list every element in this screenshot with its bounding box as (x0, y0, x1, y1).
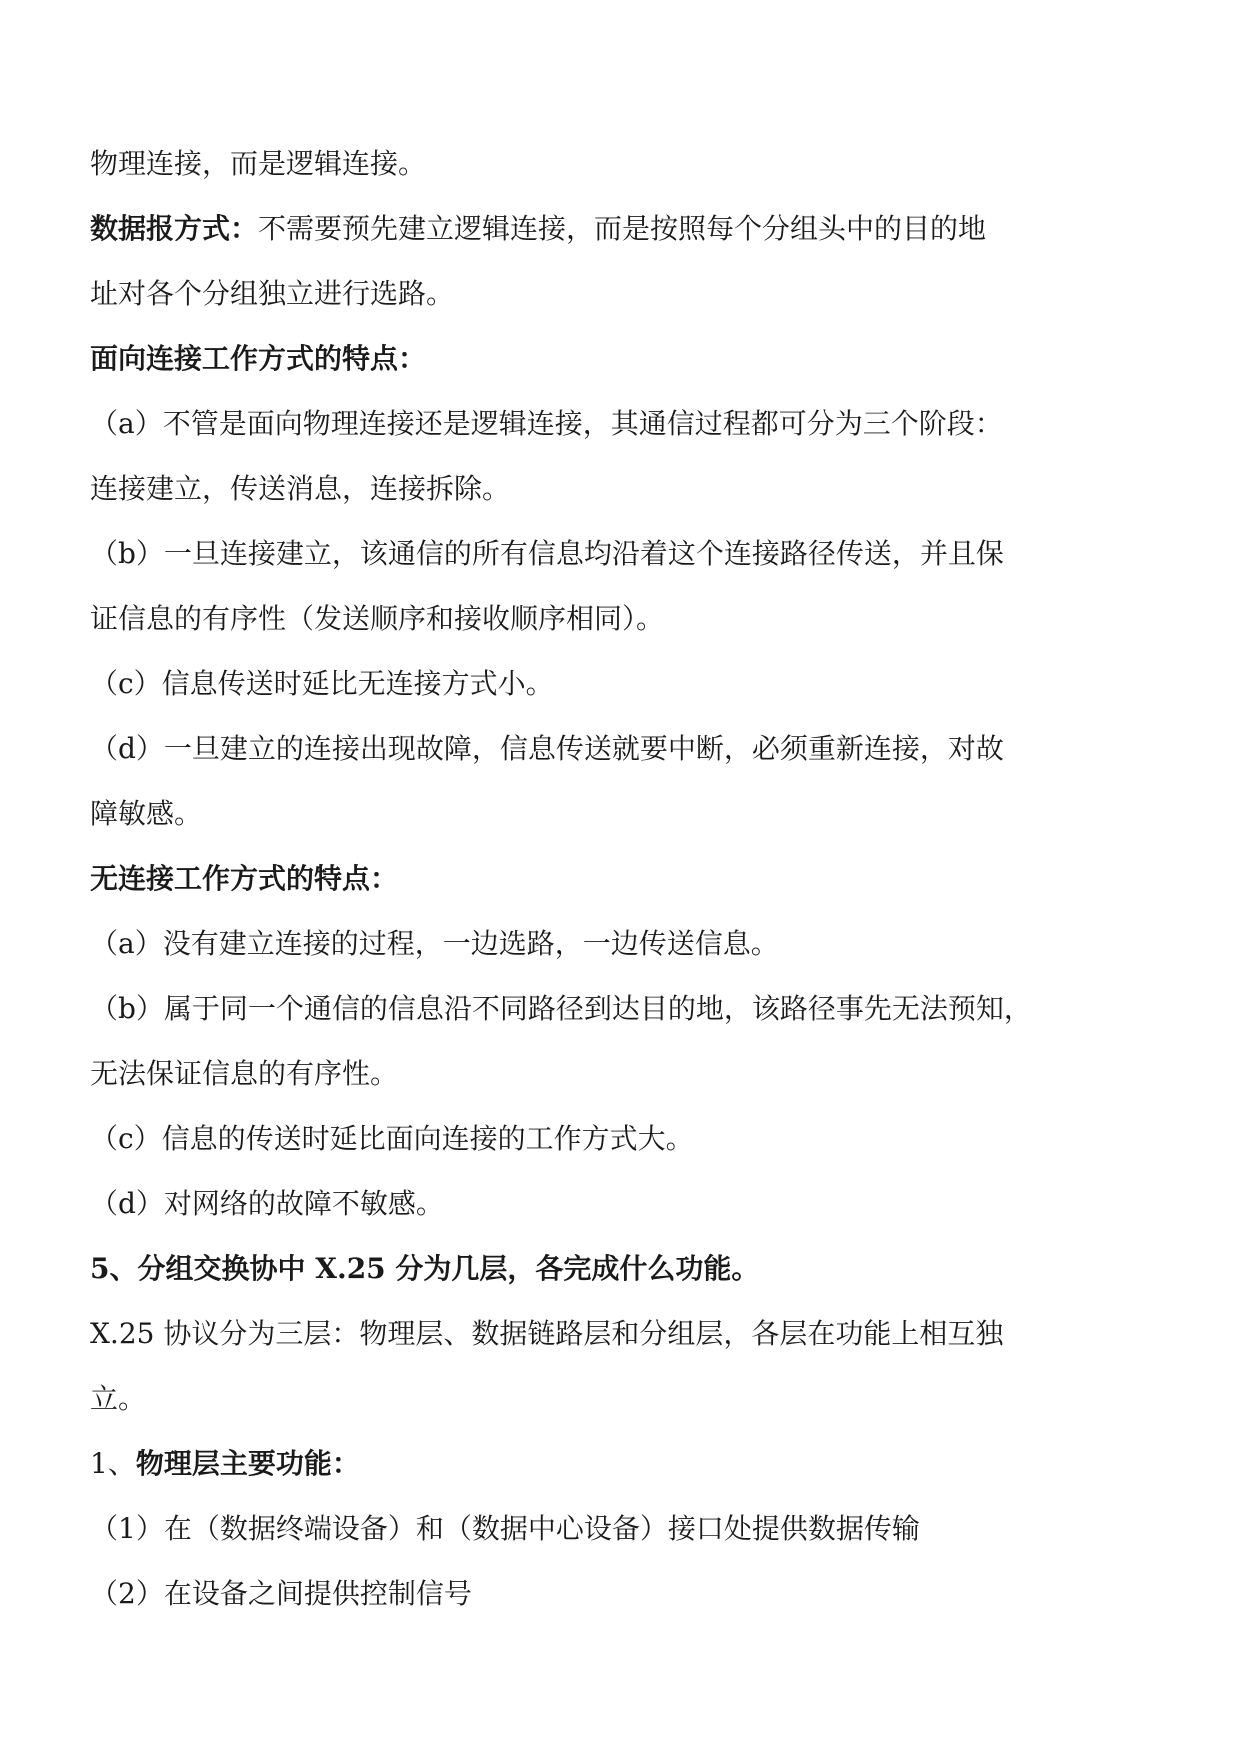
line-text: X.25 协议分为三层：物理层、数据链路层和分组层，各层在功能上相互独 (90, 1317, 1004, 1350)
heading-text: 无连接工作方式的特点： (90, 862, 399, 895)
line-text: （a）没有建立连接的过程，一边选路，一边传送信息。 (90, 927, 779, 960)
text-line (90, 456, 1120, 521)
document-body (90, 131, 1120, 1626)
line-text: （a）不管是面向物理连接还是逻辑连接，其通信过程都可分为三个阶段： (90, 407, 1003, 440)
list-item (90, 1561, 1120, 1626)
line-text: 物理连接，而是逻辑连接。 (90, 147, 427, 180)
text-line (90, 131, 1120, 196)
question-heading (90, 1236, 1120, 1301)
list-item (90, 716, 1120, 781)
list-item (90, 976, 1120, 1041)
list-item (90, 1496, 1120, 1561)
list-item (90, 391, 1120, 456)
line-text: （c）信息传送时延比无连接方式小。 (90, 667, 554, 700)
heading-text: 面向连接工作方式的特点： (90, 342, 427, 375)
line-text: （c）信息的传送时延比面向连接的工作方式大。 (90, 1122, 694, 1155)
line-text: （b）属于同一个通信的信息沿不同路径到达目的地，该路径事先无法预知， (90, 992, 1032, 1025)
line-text: 证信息的有序性（发送顺序和接收顺序相同）。 (90, 602, 665, 635)
text-line (90, 1301, 1120, 1366)
line-text: （2）在设备之间提供控制信号 (90, 1577, 472, 1610)
section-heading (90, 326, 1120, 391)
subsection-number: 1、 (90, 1447, 136, 1480)
list-item (90, 1171, 1120, 1236)
heading-text: 5、分组交换协中 X.25 分为几层，各完成什么功能。 (90, 1252, 760, 1285)
text-line (90, 261, 1120, 326)
list-item (90, 1106, 1120, 1171)
list-item (90, 521, 1120, 586)
text-line (90, 586, 1120, 651)
line-text: 立。 (90, 1382, 147, 1415)
text-line (90, 781, 1120, 846)
line-text: （d）一旦建立的连接出现故障，信息传送就要中断，必须重新连接，对故 (90, 732, 1004, 765)
line-text: 址对各个分组独立进行选路。 (90, 277, 455, 310)
subsection-heading (90, 1431, 1120, 1496)
text-line (90, 1366, 1120, 1431)
line-text: 无法保证信息的有序性。 (90, 1057, 399, 1090)
term-label: 数据报方式： (90, 212, 259, 245)
line-text: （d）对网络的故障不敏感。 (90, 1187, 444, 1220)
line-text: 障敏感。 (90, 797, 203, 830)
text-line (90, 196, 1120, 261)
heading-text: 物理层主要功能： (135, 1447, 360, 1480)
list-item (90, 911, 1120, 976)
section-heading (90, 846, 1120, 911)
line-text: 连接建立，传送消息，连接拆除。 (90, 472, 511, 505)
list-item (90, 651, 1120, 716)
line-text: 不需要预先建立逻辑连接，而是按照每个分组头中的目的地 (258, 212, 987, 245)
line-text: （b）一旦连接建立，该通信的所有信息均沿着这个连接路径传送，并且保 (90, 537, 1004, 570)
text-line (90, 1041, 1120, 1106)
line-text: （1）在（数据终端设备）和（数据中心设备）接口处提供数据传输 (90, 1512, 920, 1545)
